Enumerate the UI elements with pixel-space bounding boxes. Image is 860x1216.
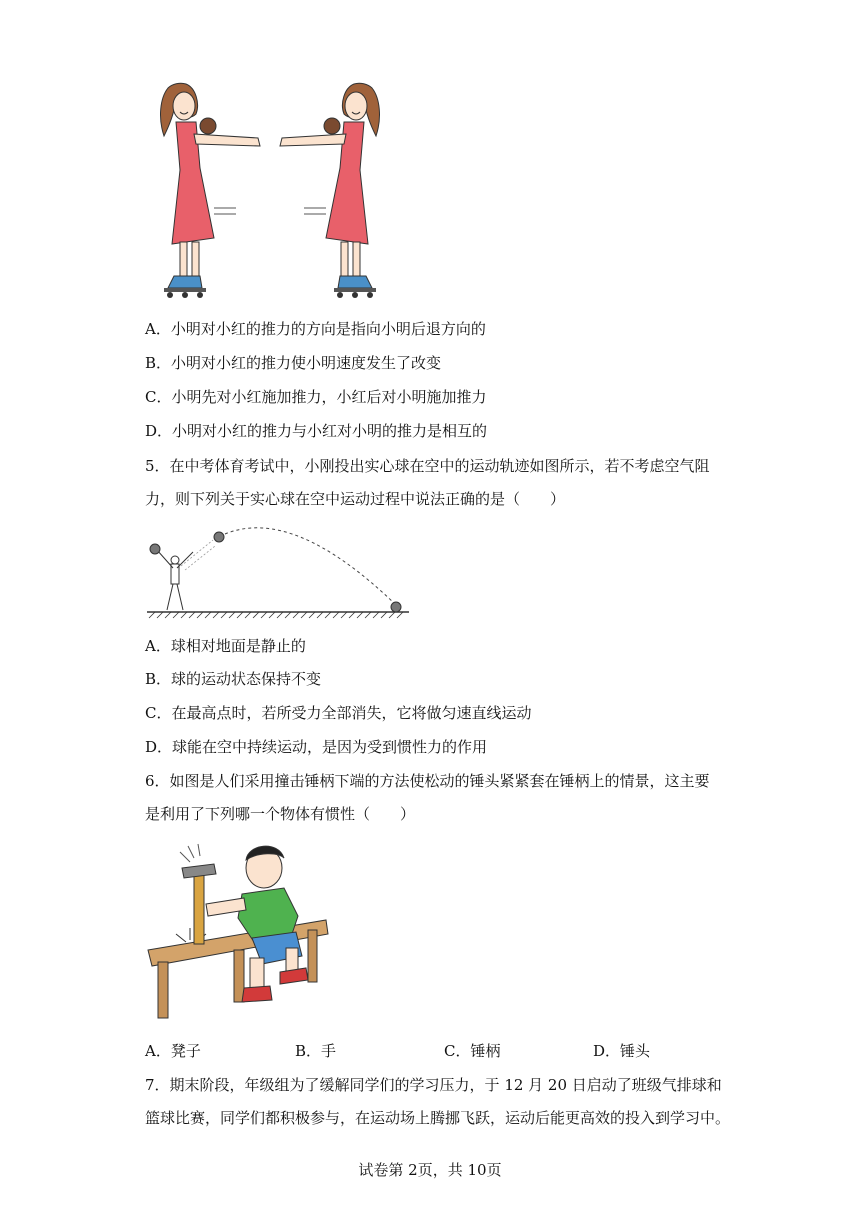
left-skater	[161, 83, 260, 298]
bench-leg	[158, 962, 168, 1018]
throw-motion-lines	[181, 540, 215, 570]
ball-release	[214, 532, 224, 542]
q6-option-b: B．手	[295, 1042, 337, 1060]
man	[206, 846, 308, 1002]
q6-option-c: C．锤柄	[444, 1042, 501, 1060]
q6-stem-line2: 是利用了下列哪一个物体有惯性（ ）	[145, 805, 416, 823]
q4-option-a: A．小明对小红的推力的方向是指向小明后退方向的	[145, 320, 486, 338]
trajectory-path	[225, 528, 395, 604]
thrower	[157, 550, 193, 610]
hammer-bench-figure	[146, 838, 332, 1022]
q5-stem-line1: 5．在中考体育考试中，小刚投出实心球在空中的运动轨迹如图所示，若不考虑空气阻	[145, 457, 710, 475]
right-skater	[280, 83, 379, 298]
q4-option-b: B．小明对小红的推力使小明速度发生了改变	[145, 354, 442, 372]
q4-option-c: C．小明先对小红施加推力，小红后对小明施加推力	[145, 388, 487, 406]
q6-stem-line1: 6．如图是人们采用撞击锤柄下端的方法使松动的锤头紧紧套在锤柄上的情景，这主要	[145, 772, 710, 790]
page-footer: 试卷第 2页，共 10页	[358, 1161, 502, 1179]
bench-leg	[234, 950, 244, 1002]
q7-stem-line1: 7．期末阶段，年级组为了缓解同学们的学习压力，于 12 月 20 日启动了班级气排球和	[145, 1076, 722, 1094]
ground-hatch	[149, 612, 403, 618]
shot-put-trajectory-figure	[143, 520, 413, 624]
bench-leg	[308, 930, 317, 982]
q4-option-d: D．小明对小红的推力与小红对小明的推力是相互的	[145, 422, 488, 440]
hammer-handle	[194, 874, 204, 944]
q5-option-c: C．在最高点时，若所受力全部消失，它将做匀速直线运动	[145, 704, 532, 722]
q5-stem-line2: 力，则下列关于实心球在空中运动过程中说法正确的是（ ）	[145, 490, 566, 508]
q6-option-d: D．锤头	[593, 1042, 651, 1060]
q6-option-a: A．凳子	[145, 1042, 201, 1060]
q7-stem-line2: 篮球比赛，同学们都积极参与，在运动场上腾挪飞跃，运动后能更高效的投入到学习中。	[145, 1109, 731, 1127]
q5-option-b: B．球的运动状态保持不变	[145, 670, 322, 688]
q5-option-a: A．球相对地面是静止的	[145, 637, 306, 655]
ball-in-hand	[150, 544, 160, 554]
motion-lines	[180, 844, 200, 862]
hammer-head	[182, 864, 216, 878]
ball-landing	[391, 602, 401, 612]
q5-option-d: D．球能在空中持续运动，是因为受到惯性力的作用	[145, 738, 488, 756]
skaters-figure	[150, 78, 390, 304]
